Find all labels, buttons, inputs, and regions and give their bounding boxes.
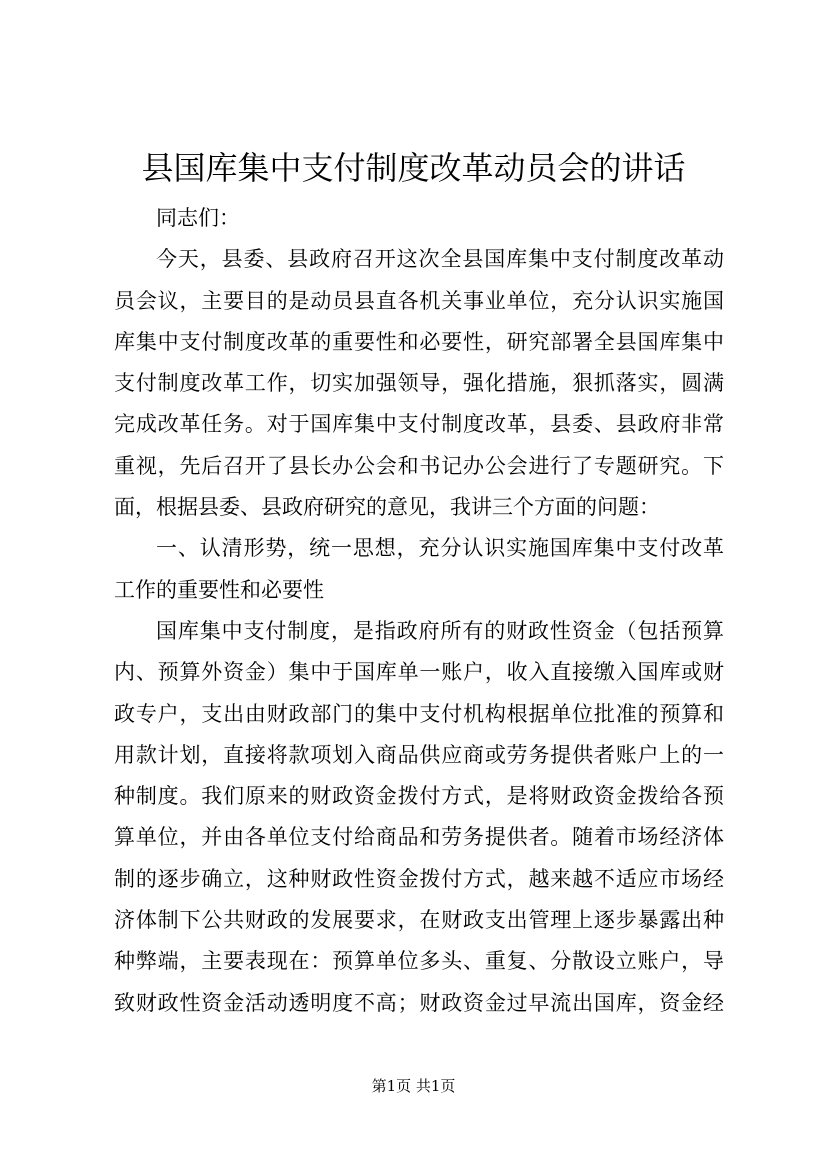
paragraph-line: 制的逐步确立，这种财政性资金拨付方式，越来越不适应市场经 [114,866,724,891]
paragraph-line: 今天，县委、县政府召开这次全县国库集中支付制度改革动 [156,247,724,272]
page-footer: 第1页 共1页 [371,1077,456,1095]
section-heading-line: 一、认清形势，统一思想，充分认识实施国库集中支付改革 [156,536,724,561]
document-title: 县国库集中支付制度改革动员会的讲话 [141,149,686,187]
paragraph-line: 用款计划，直接将款项划入商品供应商或劳务提供者账户上的一 [114,742,724,767]
paragraph-line: 种制度。我们原来的财政资金拨付方式，是将财政资金拨给各预 [114,784,724,809]
document-body [114,198,724,1024]
paragraph-line: 重视，先后召开了县长办公会和书记办公会进行了专题研究。下 [114,453,724,478]
paragraph-line: 支付制度改革工作，切实加强领导，强化措施，狠抓落实，圆满 [114,371,724,396]
paragraph-line: 库集中支付制度改革的重要性和必要性，研究部署全县国库集中 [114,329,724,354]
paragraph-line: 内、预算外资金）集中于国库单一账户，收入直接缴入国库或财 [114,660,724,685]
paragraph-line: 种弊端，主要表现在：预算单位多头、重复、分散设立账户，导 [114,949,724,974]
section-heading-line: 工作的重要性和必要性 [114,577,324,602]
salutation-line: 同志们： [156,206,240,230]
paragraph-line: 国库集中支付制度，是指政府所有的财政性资金（包括预算 [156,618,724,643]
paragraph-line: 面，根据县委、县政府研究的意见，我讲三个方面的问题： [114,495,660,520]
paragraph-line: 完成改革任务。对于国库集中支付制度改革，县委、县政府非常 [114,412,724,437]
paragraph-line: 致财政性资金活动透明度不高；财政资金过早流出国库，资金经 [114,990,724,1015]
paragraph-line: 济体制下公共财政的发展要求，在财政支出管理上逐步暴露出种 [114,908,724,933]
paragraph-line: 员会议，主要目的是动员县直各机关事业单位，充分认识实施国 [114,288,724,313]
paragraph-line: 政专户，支出由财政部门的集中支付机构根据单位批准的预算和 [114,701,724,726]
paragraph-line: 算单位，并由各单位支付给商品和劳务提供者。随着市场经济体 [114,825,724,850]
